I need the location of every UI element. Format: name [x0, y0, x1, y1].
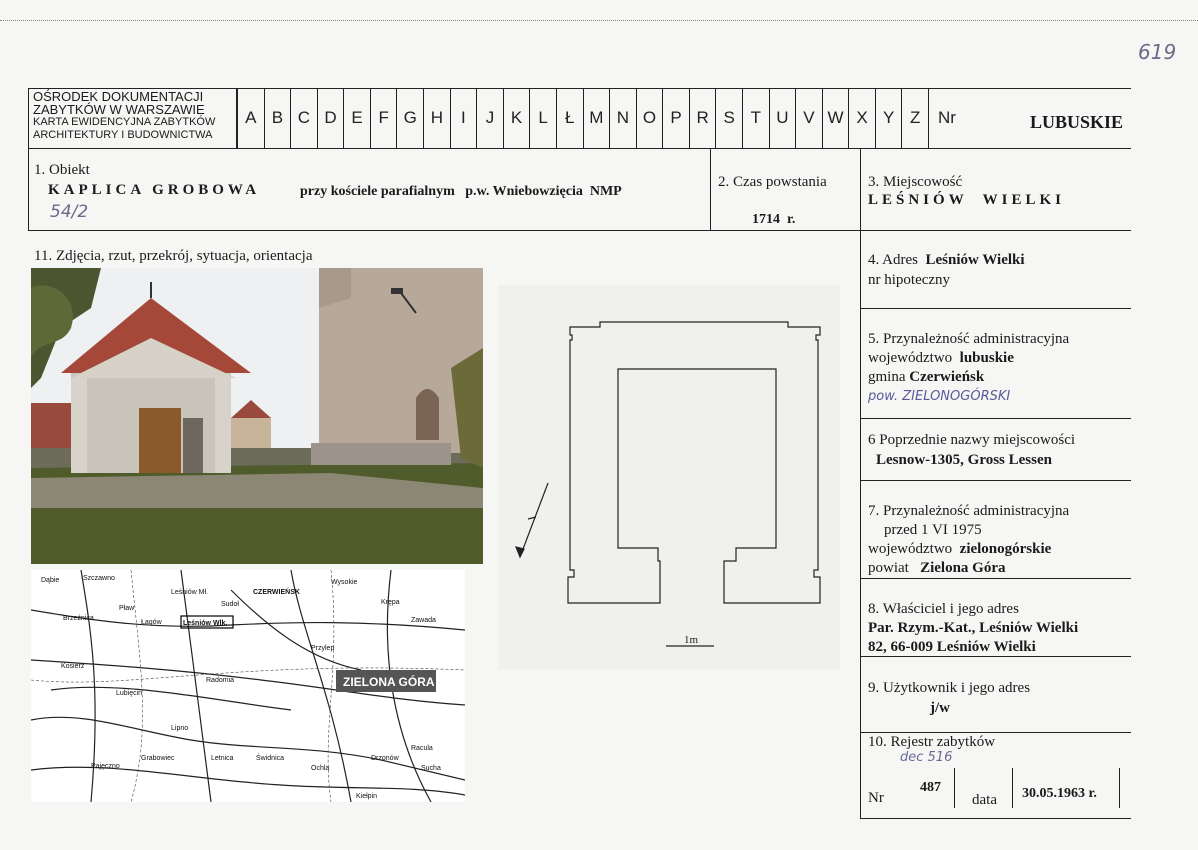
map-label-drzonow: Drzonów [371, 755, 399, 762]
wlasciciel-label: 8. Właściciel i jego adres [868, 601, 1019, 617]
index-letter: Nr [928, 88, 965, 148]
przynaleznosc-woj: lubuskie [959, 350, 1014, 366]
floor-plan-drawing [498, 285, 840, 670]
map-label-wysokie: Wysokie [331, 579, 358, 586]
czas-label: 2. Czas powstania [718, 174, 827, 190]
header-bottom-line [28, 148, 1131, 149]
map-label-krepa: Krępa [381, 599, 400, 606]
przynaleznosc-old-powiat: Zielona Góra [920, 560, 1006, 576]
institution-line1: OŚRODEK DOKUMENTACJI [33, 89, 204, 104]
plan-outline-outer [568, 322, 820, 603]
index-letter: Ł [556, 88, 583, 148]
map-label-letnica: Letnica [211, 755, 234, 762]
index-letter: Z [901, 88, 928, 148]
przynaleznosc-label: 5. Przynależność administracyjna [868, 331, 1070, 347]
index-letter: W [822, 88, 849, 148]
index-letter: B [264, 88, 291, 148]
rejestr-label: 10. Rejestr zabytków [868, 734, 996, 750]
index-letter: O [636, 88, 663, 148]
adres-label: 4. Adres [868, 252, 918, 268]
przynaleznosc-handwritten: pow. ZIELONOGÓRSKI [868, 389, 1011, 404]
institution-block [33, 90, 233, 142]
map-label-kielpin: Kiełpin [356, 793, 378, 800]
map-label-plaw: Pław [119, 605, 135, 612]
institution-line3: KARTA EWIDENCYJNA ZABYTKÓW [33, 116, 216, 128]
index-letter: K [503, 88, 530, 148]
right-row-line-6 [860, 480, 1131, 481]
index-letter: A [237, 88, 264, 148]
obiekt-name: KAPLICA GROBOWA [48, 182, 261, 198]
przynaleznosc-old-label: 7. Przynależność administracyjna [868, 503, 1070, 519]
index-letter: S [715, 88, 742, 148]
przynaleznosc-woj-label: województwo [868, 350, 953, 366]
index-letters [237, 88, 965, 148]
index-letter: D [317, 88, 344, 148]
row1-divider-a [710, 148, 711, 230]
adres-line2: nr hipoteczny [868, 272, 951, 288]
index-letter: L [529, 88, 556, 148]
right-row-line-4 [860, 308, 1131, 309]
map-label-grabowiec: Grabowiec [141, 755, 175, 762]
wlasciciel-block [868, 600, 1078, 657]
map-label-radomia: Radomia [206, 677, 235, 684]
map-label-dabie: Dąbie [41, 577, 60, 584]
map-label-szczawno: Szczawno [83, 575, 115, 582]
main-right-divider [860, 148, 861, 818]
floor-plan [498, 285, 840, 670]
map-label-brzeznica: Brzeźnica [63, 615, 94, 622]
index-letter: J [476, 88, 503, 148]
section11-label: 11. Zdjęcia, rzut, przekrój, sytuacja, orientacja [34, 248, 313, 264]
adres-value: Leśniów Wielki [925, 252, 1025, 268]
map-label-racula: Racula [411, 745, 433, 752]
rejestr-nr-label: Nr [868, 790, 884, 806]
location-map-image [31, 570, 465, 802]
map-label-lagow: Łagów [141, 619, 162, 626]
top-dotted-line [0, 20, 1198, 21]
index-letter: P [662, 88, 689, 148]
index-letter: T [742, 88, 769, 148]
przynaleznosc-old-date: przed 1 VI 1975 [884, 522, 982, 538]
wlasciciel-line1: Par. Rzym.-Kat., Leśniów Wielki [868, 620, 1079, 636]
map-label-swidnica: Świdnica [256, 755, 285, 762]
poprzednie-value: Lesnow-1305, Gross Lessen [876, 452, 1052, 468]
map-city-label: ZIELONA GÓRA [343, 675, 435, 689]
przynaleznosc-gmina: Czerwieńsk [909, 369, 985, 385]
index-letter: H [423, 88, 450, 148]
przynaleznosc-block [868, 330, 1069, 406]
uzytkownik-label: 9. Użytkownik i jego adres [868, 680, 1031, 696]
map-label-pajeczno: Pajęczno [91, 763, 120, 770]
region-label: LUBUSKIE [1030, 112, 1124, 132]
rejestr-data-label: data [972, 792, 997, 808]
uzytkownik-block [868, 678, 1030, 718]
right-row-line-5 [860, 418, 1131, 419]
chapel-photo-image [31, 268, 483, 564]
map-label-lipno: Lipno [171, 725, 189, 732]
wlasciciel-line2: 82, 66-009 Leśniów Wielki [868, 639, 1036, 655]
map-label-sudol: Sudoł [221, 601, 239, 608]
map-label-czerwiensk: CZERWIEŃSK [253, 589, 300, 596]
index-letter: R [689, 88, 716, 148]
north-arrow-icon [516, 483, 548, 557]
index-letter: U [769, 88, 796, 148]
przynaleznosc-old-woj: zielonogórskie [959, 541, 1052, 557]
map-label-sucha: Sucha [421, 765, 441, 772]
map-label-lesniow-ml: Leśniów Mł. [171, 589, 208, 596]
rejestr-nr: 487 [920, 780, 941, 795]
miejscowosc-label: 3. Miejscowość [868, 174, 963, 190]
map-label-zawada: Zawada [411, 617, 436, 624]
index-letter: X [848, 88, 875, 148]
left-border [28, 88, 29, 230]
index-letter: Y [875, 88, 902, 148]
index-letter: M [583, 88, 610, 148]
obiekt-handwritten: 54/2 [50, 202, 89, 222]
poprzednie-block [868, 430, 1075, 470]
location-map [31, 570, 465, 802]
map-label-lesniow-wlk: Leśniów Wlk. [183, 620, 228, 627]
poprzednie-label: 6 Poprzednie nazwy miejscowości [868, 432, 1076, 448]
map-label-ochla: Ochla [311, 765, 330, 772]
bottom-line [860, 818, 1131, 819]
institution-line4: ARCHITEKTURY I BUDOWNICTWA [33, 129, 213, 141]
index-letter: F [370, 88, 397, 148]
rejestr-data: 30.05.1963 r. [1022, 786, 1097, 801]
adres-block [868, 250, 1025, 290]
institution-line2: ZABYTKÓW W WARSZAWIE [33, 102, 205, 117]
index-letter: E [343, 88, 370, 148]
page-number-handwritten: 619 [1138, 40, 1177, 64]
index-letter: N [609, 88, 636, 148]
obiekt-label: 1. Obiekt [34, 162, 90, 178]
scale-label: 1m [684, 634, 699, 646]
obiekt-detail: przy kościele parafialnym p.w. Wniebowzięcia NMP [300, 184, 622, 199]
right-row-line-7 [860, 578, 1131, 579]
index-letter: C [290, 88, 317, 148]
przynaleznosc-old-woj-label: województwo [868, 541, 953, 557]
miejscowosc-value: LEŚNIÓW WIELKI [868, 192, 1065, 208]
index-letter: V [795, 88, 822, 148]
chapel-photo [31, 268, 483, 564]
index-letter: G [396, 88, 423, 148]
czas-value: 1714 r. [752, 212, 796, 227]
uzytkownik-value: j/w [930, 700, 950, 716]
map-label-przylep: Przylep [311, 645, 335, 652]
rejestr-handwritten: dec 516 [900, 750, 953, 765]
przynaleznosc-old-block [868, 502, 1069, 578]
row1-bottom-line [28, 230, 1131, 231]
right-row-line-9 [860, 732, 1131, 733]
index-letter: I [450, 88, 477, 148]
przynaleznosc-old-powiat-label: powiat [868, 560, 909, 576]
map-label-kosierz: Kosierz [61, 663, 85, 670]
map-label-lubiecin: Lubięcin [116, 690, 143, 697]
przynaleznosc-gmina-label: gmina [868, 369, 906, 385]
